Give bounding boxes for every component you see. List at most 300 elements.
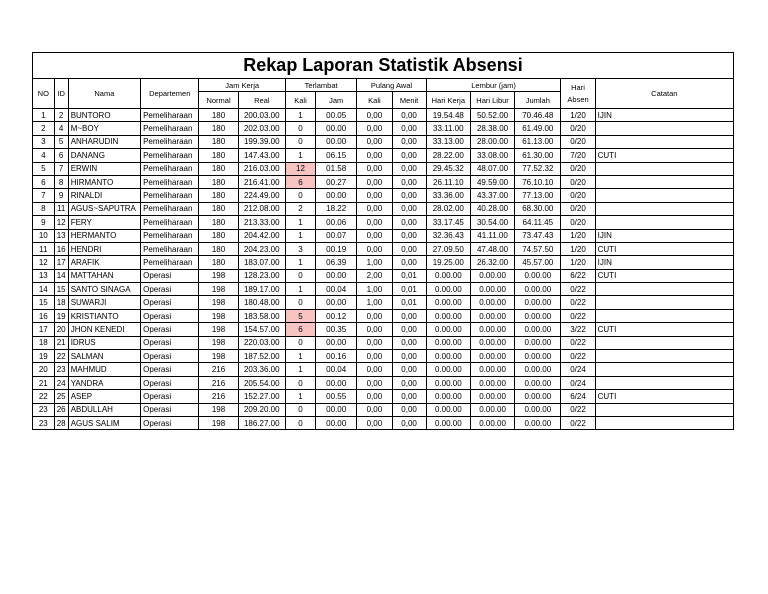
cell-pulang-menit: 0,00 xyxy=(392,242,426,255)
cell-jumlah: 64.11.45 xyxy=(515,216,561,229)
cell-nama: AGUS SALIM xyxy=(68,416,140,429)
table-row xyxy=(33,269,733,282)
cell-pulang-menit: 0,00 xyxy=(392,323,426,336)
cell-hari-libur: 41.11.00 xyxy=(470,229,514,242)
cell-terlambat-kali: 2 xyxy=(285,202,315,215)
cell-hari-libur: 40.28.00 xyxy=(470,202,514,215)
cell-hari-absen: 0/20 xyxy=(561,189,595,202)
cell-catatan: CUTI xyxy=(595,269,733,282)
cell-terlambat-jam: 00.05 xyxy=(316,109,357,122)
cell-pulang-menit: 0,00 xyxy=(392,189,426,202)
cell-id: 22 xyxy=(54,350,68,363)
cell-pulang-kali: 0,00 xyxy=(357,229,392,242)
cell-pulang-kali: 0,00 xyxy=(357,323,392,336)
cell-pulang-menit: 0,00 xyxy=(392,229,426,242)
cell-nama: HIRMANTO xyxy=(68,175,140,188)
cell-hari-kerja: 28.22.00 xyxy=(426,149,470,162)
cell-catatan xyxy=(595,416,733,429)
cell-pulang-menit: 0,00 xyxy=(392,135,426,148)
cell-normal: 198 xyxy=(199,269,238,282)
header-terlambat-jam: Jam xyxy=(316,92,357,109)
cell-hari-kerja: 0.00.00 xyxy=(426,363,470,376)
table-row xyxy=(33,216,733,229)
cell-real: 183.58.00 xyxy=(238,309,285,322)
cell-no: 20 xyxy=(33,363,54,376)
cell-catatan: CUTI xyxy=(595,242,733,255)
cell-terlambat-kali: 0 xyxy=(285,269,315,282)
cell-normal: 180 xyxy=(199,189,238,202)
cell-id: 17 xyxy=(54,256,68,269)
cell-pulang-kali: 0,00 xyxy=(357,390,392,403)
cell-id: 8 xyxy=(54,175,68,188)
cell-no: 19 xyxy=(33,350,54,363)
cell-no: 22 xyxy=(33,390,54,403)
cell-catatan xyxy=(595,283,733,296)
cell-departemen: Pemeliharaan xyxy=(141,135,199,148)
cell-no: 2 xyxy=(33,122,54,135)
cell-hari-libur: 0.00.00 xyxy=(470,376,514,389)
table-row xyxy=(33,162,733,175)
cell-hari-absen: 0/20 xyxy=(561,175,595,188)
cell-terlambat-jam: 01.58 xyxy=(316,162,357,175)
cell-catatan xyxy=(595,296,733,309)
cell-hari-kerja: 0.00.00 xyxy=(426,336,470,349)
cell-pulang-kali: 0,00 xyxy=(357,336,392,349)
header-normal: Normal xyxy=(199,92,238,109)
cell-real: 199.39.00 xyxy=(238,135,285,148)
cell-real: 204.42.00 xyxy=(238,229,285,242)
cell-terlambat-jam: 00.00 xyxy=(316,135,357,148)
cell-normal: 180 xyxy=(199,149,238,162)
cell-id: 11 xyxy=(54,202,68,215)
cell-catatan: CUTI xyxy=(595,149,733,162)
table-row xyxy=(33,149,733,162)
cell-no: 6 xyxy=(33,175,54,188)
cell-jumlah: 74.57.50 xyxy=(515,242,561,255)
cell-departemen: Pemeliharaan xyxy=(141,162,199,175)
cell-hari-libur: 0.00.00 xyxy=(470,323,514,336)
cell-real: 154.57.00 xyxy=(238,323,285,336)
cell-pulang-kali: 0,00 xyxy=(357,376,392,389)
cell-real: 205.54.00 xyxy=(238,376,285,389)
cell-hari-kerja: 0.00.00 xyxy=(426,296,470,309)
cell-jumlah: 45.57.00 xyxy=(515,256,561,269)
cell-catatan xyxy=(595,403,733,416)
cell-terlambat-jam: 00.12 xyxy=(316,309,357,322)
cell-terlambat-kali: 1 xyxy=(285,390,315,403)
cell-hari-libur: 0.00.00 xyxy=(470,309,514,322)
cell-pulang-menit: 0,00 xyxy=(392,336,426,349)
header-hari-libur: Hari Libur xyxy=(470,92,514,109)
cell-real: 220.03.00 xyxy=(238,336,285,349)
cell-normal: 180 xyxy=(199,229,238,242)
cell-nama: BUNTORO xyxy=(68,109,140,122)
cell-terlambat-kali: 0 xyxy=(285,376,315,389)
cell-catatan xyxy=(595,350,733,363)
cell-no: 18 xyxy=(33,336,54,349)
cell-hari-absen: 1/20 xyxy=(561,242,595,255)
cell-hari-absen: 1/20 xyxy=(561,256,595,269)
cell-hari-kerja: 32.36.43 xyxy=(426,229,470,242)
cell-hari-libur: 0.00.00 xyxy=(470,283,514,296)
header-id: ID xyxy=(54,79,68,109)
cell-departemen: Pemeliharaan xyxy=(141,256,199,269)
table-row xyxy=(33,296,733,309)
cell-pulang-kali: 0,00 xyxy=(357,309,392,322)
cell-pulang-menit: 0,00 xyxy=(392,390,426,403)
cell-normal: 180 xyxy=(199,175,238,188)
cell-hari-absen: 0/22 xyxy=(561,336,595,349)
cell-pulang-kali: 2,00 xyxy=(357,269,392,282)
cell-hari-absen: 0/22 xyxy=(561,309,595,322)
cell-jumlah: 0.00.00 xyxy=(515,323,561,336)
cell-catatan xyxy=(595,135,733,148)
cell-departemen: Pemeliharaan xyxy=(141,149,199,162)
cell-pulang-menit: 0,00 xyxy=(392,202,426,215)
cell-nama: KRISTIANTO xyxy=(68,309,140,322)
cell-catatan: CUTI xyxy=(595,323,733,336)
cell-departemen: Operasi xyxy=(141,336,199,349)
cell-catatan xyxy=(595,376,733,389)
cell-no: 8 xyxy=(33,202,54,215)
cell-departemen: Operasi xyxy=(141,283,199,296)
cell-nama: DANANG xyxy=(68,149,140,162)
cell-catatan: IJIN xyxy=(595,229,733,242)
cell-jumlah: 70.46.48 xyxy=(515,109,561,122)
cell-hari-absen: 0/20 xyxy=(561,162,595,175)
cell-pulang-kali: 0,00 xyxy=(357,175,392,188)
cell-no: 15 xyxy=(33,296,54,309)
cell-hari-libur: 0.00.00 xyxy=(470,416,514,429)
cell-hari-absen: 0/22 xyxy=(561,283,595,296)
cell-no: 3 xyxy=(33,135,54,148)
table-row xyxy=(33,189,733,202)
cell-hari-absen: 0/20 xyxy=(561,202,595,215)
header-hari-kerja: Hari Kerja xyxy=(426,92,470,109)
cell-id: 25 xyxy=(54,390,68,403)
cell-normal: 216 xyxy=(199,376,238,389)
cell-id: 7 xyxy=(54,162,68,175)
cell-hari-kerja: 29.45.32 xyxy=(426,162,470,175)
cell-id: 28 xyxy=(54,416,68,429)
header-real: Real xyxy=(238,92,285,109)
cell-terlambat-jam: 18.22 xyxy=(316,202,357,215)
cell-no: 12 xyxy=(33,256,54,269)
table-row xyxy=(33,202,733,215)
cell-terlambat-kali: 0 xyxy=(285,135,315,148)
cell-hari-kerja: 33.13.00 xyxy=(426,135,470,148)
cell-catatan xyxy=(595,336,733,349)
table-row xyxy=(33,376,733,389)
cell-terlambat-kali: 0 xyxy=(285,296,315,309)
cell-real: 216.41.00 xyxy=(238,175,285,188)
cell-nama: MATTAHAN xyxy=(68,269,140,282)
cell-real: 203.36.00 xyxy=(238,363,285,376)
cell-terlambat-kali: 5 xyxy=(285,309,315,322)
cell-real: 224.49.00 xyxy=(238,189,285,202)
cell-jumlah: 0.00.00 xyxy=(515,296,561,309)
cell-hari-libur: 43.37.00 xyxy=(470,189,514,202)
cell-terlambat-kali: 0 xyxy=(285,189,315,202)
cell-terlambat-jam: 00.35 xyxy=(316,323,357,336)
cell-catatan xyxy=(595,175,733,188)
cell-pulang-menit: 0,01 xyxy=(392,269,426,282)
cell-nama: YANDRA xyxy=(68,376,140,389)
cell-departemen: Operasi xyxy=(141,350,199,363)
cell-normal: 198 xyxy=(199,309,238,322)
cell-hari-libur: 0.00.00 xyxy=(470,350,514,363)
cell-departemen: Pemeliharaan xyxy=(141,175,199,188)
cell-catatan xyxy=(595,162,733,175)
cell-hari-libur: 48.07.00 xyxy=(470,162,514,175)
cell-jumlah: 0.00.00 xyxy=(515,403,561,416)
cell-terlambat-jam: 00.00 xyxy=(316,296,357,309)
table-row xyxy=(33,283,733,296)
cell-hari-libur: 0.00.00 xyxy=(470,296,514,309)
cell-hari-libur: 0.00.00 xyxy=(470,269,514,282)
cell-catatan xyxy=(595,309,733,322)
cell-departemen: Pemeliharaan xyxy=(141,242,199,255)
cell-real: 183.07.00 xyxy=(238,256,285,269)
cell-terlambat-kali: 1 xyxy=(285,109,315,122)
cell-terlambat-kali: 6 xyxy=(285,323,315,336)
cell-terlambat-kali: 1 xyxy=(285,363,315,376)
cell-terlambat-kali: 1 xyxy=(285,149,315,162)
cell-terlambat-jam: 00.00 xyxy=(316,403,357,416)
cell-hari-absen: 0/22 xyxy=(561,416,595,429)
cell-terlambat-kali: 1 xyxy=(285,229,315,242)
table-row xyxy=(33,256,733,269)
cell-hari-libur: 0.00.00 xyxy=(470,390,514,403)
cell-id: 12 xyxy=(54,216,68,229)
cell-pulang-menit: 0,00 xyxy=(392,403,426,416)
cell-pulang-menit: 0,00 xyxy=(392,256,426,269)
cell-catatan xyxy=(595,122,733,135)
cell-hari-absen: 0/24 xyxy=(561,376,595,389)
cell-pulang-menit: 0,00 xyxy=(392,416,426,429)
header-nama: Nama xyxy=(68,79,140,109)
cell-hari-absen: 6/22 xyxy=(561,269,595,282)
cell-pulang-kali: 0,00 xyxy=(357,403,392,416)
cell-nama: JHON KENEDI xyxy=(68,323,140,336)
cell-departemen: Pemeliharaan xyxy=(141,216,199,229)
cell-jumlah: 73.47.43 xyxy=(515,229,561,242)
cell-departemen: Operasi xyxy=(141,323,199,336)
cell-nama: ABDULLAH xyxy=(68,403,140,416)
cell-jumlah: 0.00.00 xyxy=(515,269,561,282)
cell-hari-libur: 28.38.00 xyxy=(470,122,514,135)
cell-hari-absen: 3/22 xyxy=(561,323,595,336)
cell-normal: 198 xyxy=(199,323,238,336)
report-sheet xyxy=(32,52,734,430)
cell-no: 23 xyxy=(33,403,54,416)
cell-hari-absen: 0/20 xyxy=(561,135,595,148)
cell-departemen: Operasi xyxy=(141,376,199,389)
cell-no: 13 xyxy=(33,269,54,282)
cell-pulang-kali: 0,00 xyxy=(357,202,392,215)
cell-pulang-menit: 0,00 xyxy=(392,122,426,135)
table-row xyxy=(33,363,733,376)
cell-catatan: CUTI xyxy=(595,390,733,403)
cell-hari-absen: 0/20 xyxy=(561,216,595,229)
cell-terlambat-kali: 0 xyxy=(285,416,315,429)
cell-id: 19 xyxy=(54,309,68,322)
cell-real: 187.52.00 xyxy=(238,350,285,363)
cell-pulang-kali: 0,00 xyxy=(357,363,392,376)
cell-normal: 180 xyxy=(199,202,238,215)
cell-nama: AGUS~SAPUTRA xyxy=(68,202,140,215)
header-jumlah: Jumlah xyxy=(515,92,561,109)
cell-hari-kerja: 0.00.00 xyxy=(426,416,470,429)
table-row xyxy=(33,403,733,416)
cell-nama: HENDRI xyxy=(68,242,140,255)
cell-id: 2 xyxy=(54,109,68,122)
cell-normal: 198 xyxy=(199,416,238,429)
cell-terlambat-jam: 00.19 xyxy=(316,242,357,255)
cell-id: 15 xyxy=(54,283,68,296)
cell-pulang-kali: 0,00 xyxy=(357,216,392,229)
cell-no: 14 xyxy=(33,283,54,296)
table-row xyxy=(33,323,733,336)
cell-pulang-menit: 0,01 xyxy=(392,283,426,296)
cell-normal: 216 xyxy=(199,363,238,376)
cell-terlambat-kali: 1 xyxy=(285,216,315,229)
cell-departemen: Pemeliharaan xyxy=(141,229,199,242)
cell-no: 10 xyxy=(33,229,54,242)
cell-jumlah: 0.00.00 xyxy=(515,336,561,349)
cell-hari-libur: 30.54.00 xyxy=(470,216,514,229)
cell-jumlah: 0.00.00 xyxy=(515,283,561,296)
cell-id: 20 xyxy=(54,323,68,336)
cell-id: 21 xyxy=(54,336,68,349)
header-pulang-kali: Kali xyxy=(357,92,392,109)
cell-hari-libur: 49.59.00 xyxy=(470,175,514,188)
cell-terlambat-jam: 00.27 xyxy=(316,175,357,188)
cell-nama: SANTO SINAGA xyxy=(68,283,140,296)
cell-no: 9 xyxy=(33,216,54,229)
cell-id: 23 xyxy=(54,363,68,376)
cell-normal: 180 xyxy=(199,242,238,255)
header-hari-absen: Hari Absen xyxy=(561,79,595,109)
cell-catatan: IJIN xyxy=(595,256,733,269)
cell-pulang-kali: 1,00 xyxy=(357,256,392,269)
cell-hari-kerja: 33.17.45 xyxy=(426,216,470,229)
cell-departemen: Pemeliharaan xyxy=(141,202,199,215)
cell-pulang-kali: 0,00 xyxy=(357,189,392,202)
cell-catatan: IJIN xyxy=(595,109,733,122)
table-row xyxy=(33,229,733,242)
cell-hari-kerja: 27.09.50 xyxy=(426,242,470,255)
cell-real: 212.08.00 xyxy=(238,202,285,215)
cell-normal: 198 xyxy=(199,350,238,363)
cell-pulang-kali: 0,00 xyxy=(357,416,392,429)
cell-jumlah: 0.00.00 xyxy=(515,390,561,403)
cell-terlambat-kali: 12 xyxy=(285,162,315,175)
cell-hari-kerja: 0.00.00 xyxy=(426,309,470,322)
cell-nama: SUWARJI xyxy=(68,296,140,309)
cell-nama: ERWIN xyxy=(68,162,140,175)
cell-no: 1 xyxy=(33,109,54,122)
cell-catatan xyxy=(595,363,733,376)
cell-hari-absen: 6/24 xyxy=(561,390,595,403)
table-row xyxy=(33,242,733,255)
cell-id: 9 xyxy=(54,189,68,202)
cell-departemen: Operasi xyxy=(141,363,199,376)
cell-hari-absen: 0/22 xyxy=(561,350,595,363)
cell-hari-libur: 0.00.00 xyxy=(470,403,514,416)
report-title: Rekap Laporan Statistik Absensi xyxy=(33,53,733,79)
cell-pulang-menit: 0,00 xyxy=(392,175,426,188)
cell-terlambat-kali: 1 xyxy=(285,283,315,296)
cell-pulang-menit: 0,00 xyxy=(392,149,426,162)
cell-pulang-menit: 0,00 xyxy=(392,216,426,229)
header-terlambat-kali: Kali xyxy=(285,92,315,109)
cell-jumlah: 77.52.32 xyxy=(515,162,561,175)
cell-departemen: Operasi xyxy=(141,390,199,403)
cell-pulang-kali: 0,00 xyxy=(357,109,392,122)
cell-id: 24 xyxy=(54,376,68,389)
cell-pulang-kali: 1,00 xyxy=(357,296,392,309)
cell-real: 202.03.00 xyxy=(238,122,285,135)
cell-terlambat-jam: 00.06 xyxy=(316,216,357,229)
cell-no: 7 xyxy=(33,189,54,202)
cell-real: 204.23.00 xyxy=(238,242,285,255)
cell-hari-kerja: 33.11.00 xyxy=(426,122,470,135)
cell-hari-kerja: 0.00.00 xyxy=(426,376,470,389)
cell-terlambat-jam: 06.39 xyxy=(316,256,357,269)
cell-nama: RINALDI xyxy=(68,189,140,202)
table-row xyxy=(33,390,733,403)
cell-departemen: Pemeliharaan xyxy=(141,109,199,122)
cell-jumlah: 76.10.10 xyxy=(515,175,561,188)
cell-hari-libur: 50.52.00 xyxy=(470,109,514,122)
cell-hari-kerja: 0.00.00 xyxy=(426,269,470,282)
header-lembur: Lembur (jam) xyxy=(426,79,561,92)
cell-normal: 216 xyxy=(199,390,238,403)
cell-nama: ASEP xyxy=(68,390,140,403)
cell-jumlah: 0.00.00 xyxy=(515,363,561,376)
cell-terlambat-jam: 00.07 xyxy=(316,229,357,242)
cell-terlambat-jam: 00.00 xyxy=(316,189,357,202)
cell-hari-kerja: 0.00.00 xyxy=(426,323,470,336)
cell-hari-kerja: 0.00.00 xyxy=(426,403,470,416)
cell-hari-libur: 0.00.00 xyxy=(470,363,514,376)
cell-hari-kerja: 19.25.00 xyxy=(426,256,470,269)
cell-hari-libur: 47.48.00 xyxy=(470,242,514,255)
cell-normal: 180 xyxy=(199,256,238,269)
cell-hari-libur: 0.00.00 xyxy=(470,336,514,349)
header-pulang-awal: Pulang Awal xyxy=(357,79,426,92)
cell-normal: 198 xyxy=(199,403,238,416)
cell-hari-absen: 0/24 xyxy=(561,363,595,376)
cell-hari-kerja: 28.02.00 xyxy=(426,202,470,215)
cell-terlambat-kali: 3 xyxy=(285,242,315,255)
cell-pulang-menit: 0,00 xyxy=(392,376,426,389)
cell-terlambat-kali: 1 xyxy=(285,256,315,269)
cell-catatan xyxy=(595,216,733,229)
cell-hari-kerja: 0.00.00 xyxy=(426,283,470,296)
header-terlambat: Terlambat xyxy=(285,79,356,92)
cell-pulang-kali: 0,00 xyxy=(357,122,392,135)
cell-hari-kerja: 26.11.10 xyxy=(426,175,470,188)
header-jam-kerja: Jam Kerja xyxy=(199,79,286,92)
cell-pulang-menit: 0,00 xyxy=(392,363,426,376)
cell-nama: SALMAN xyxy=(68,350,140,363)
cell-hari-kerja: 33.36.00 xyxy=(426,189,470,202)
cell-normal: 180 xyxy=(199,109,238,122)
cell-hari-absen: 0/20 xyxy=(561,122,595,135)
cell-no: 23 xyxy=(33,416,54,429)
